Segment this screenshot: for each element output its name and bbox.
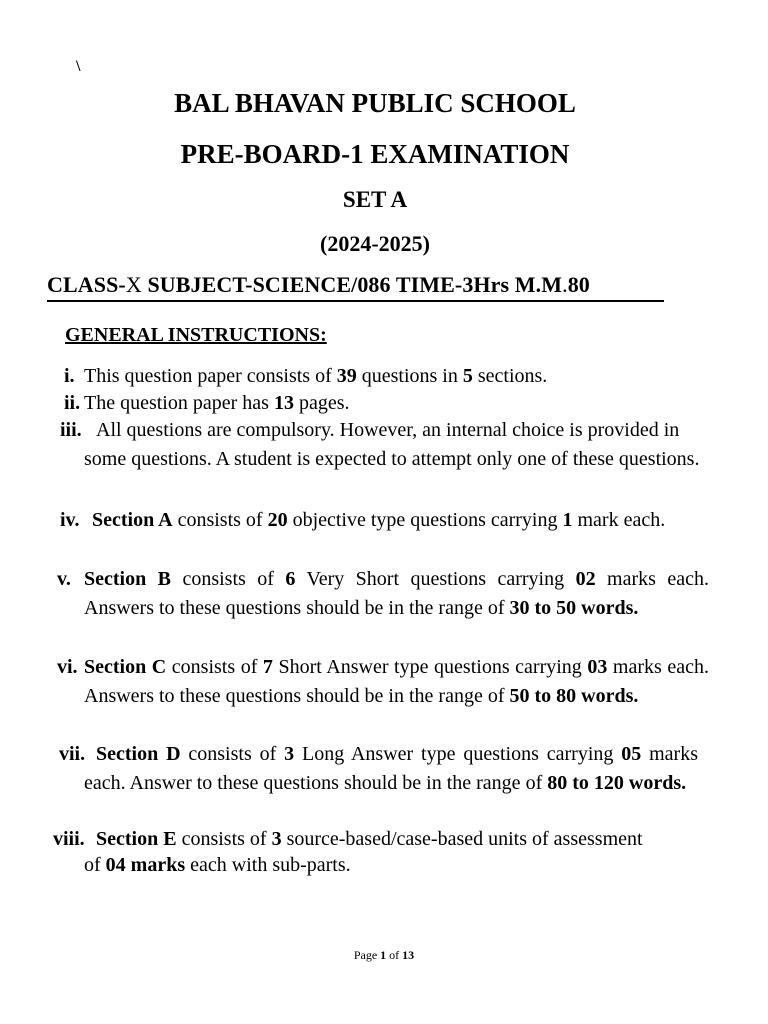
instruction-item — [0, 740, 768, 830]
instruction-number: v. — [57, 568, 71, 590]
dot: . — [562, 272, 568, 297]
instruction-text: All questions are compulsory. However, an internal choice is provided in some questions. A student is expected to attempt only one of these questions. — [84, 419, 700, 470]
bold-part: 30 to 50 words. — [509, 597, 639, 619]
instruction-text — [84, 362, 547, 391]
class-label: CLASS- — [47, 272, 126, 297]
of-word: of — [386, 948, 403, 962]
instruction-number: vii. — [59, 743, 86, 765]
bold-part: 3 — [271, 828, 282, 850]
instruction-text — [84, 653, 709, 711]
text-part: Long Answer type questions carrying — [294, 743, 622, 765]
text-part: questions in — [356, 365, 463, 387]
text-part: sections. — [472, 365, 548, 387]
bold-part: 20 — [267, 509, 288, 531]
text-part: consists of — [176, 828, 272, 850]
instruction-number: i. — [64, 365, 75, 387]
text-part: Very Short questions carrying — [295, 568, 576, 590]
instruction-number: vi. — [57, 656, 78, 678]
subject-time: SUBJECT-SCIENCE/086 TIME-3Hrs M.M — [141, 272, 563, 297]
stray-mark: \ — [76, 58, 81, 75]
instruction-number: iii. — [60, 419, 82, 441]
instruction-item — [0, 565, 768, 655]
text-part: Short Answer type questions carrying — [272, 656, 588, 678]
school-name: BAL BHAVAN PUBLIC SCHOOL — [174, 88, 576, 118]
bold-part: Section D — [96, 743, 181, 765]
page-word: Page — [353, 948, 381, 962]
text-part: consists of — [166, 656, 263, 678]
bold-part: 7 — [262, 656, 273, 678]
bold-part: 3 — [284, 743, 295, 765]
instruction-item — [0, 362, 768, 391]
bold-part: 1 — [562, 509, 573, 531]
bold-part: Section C — [84, 656, 167, 678]
page-total: 13 — [402, 948, 415, 962]
set-label: SET A — [342, 187, 408, 212]
text-part: This question paper consists of — [84, 365, 337, 387]
instruction-item — [0, 389, 768, 418]
bold-part: Section E — [96, 828, 177, 850]
instruction-item — [0, 416, 768, 506]
text-part: marks each. Answers to these questions should be in the range of — [84, 568, 709, 619]
bold-part: 50 to 80 words. — [509, 685, 639, 707]
bold-part: 02 — [575, 568, 596, 590]
instruction-text — [92, 506, 712, 535]
text-part: pages. — [293, 392, 350, 414]
instruction-number: iv. — [60, 509, 80, 531]
bold-part: 13 — [273, 392, 294, 414]
instruction-text — [84, 389, 350, 418]
text-part: marks each. Answers to these questions should be in the range of — [84, 656, 709, 707]
bold-part: 39 — [336, 365, 357, 387]
text-part: consists of — [171, 568, 286, 590]
bold-part: 04 marks — [105, 854, 186, 876]
session-year: (2024-2025) — [320, 231, 430, 256]
text-part: mark each. — [572, 509, 666, 531]
instruction-item — [0, 506, 768, 566]
bold-part: 6 — [285, 568, 296, 590]
class-subject-line — [47, 272, 664, 302]
page-number: 1 — [380, 948, 387, 962]
bold-part: 03 — [587, 656, 608, 678]
instruction-item — [0, 826, 768, 886]
text-part: The question paper has — [84, 392, 274, 414]
bold-part: Section B — [84, 568, 172, 590]
text-part: consists of — [172, 509, 268, 531]
instruction-number: ii. — [64, 392, 81, 414]
bold-part: 05 — [621, 743, 642, 765]
bold-part: 5 — [462, 365, 473, 387]
text-part: objective type questions carrying — [287, 509, 563, 531]
text-part: source-based/case-based units of assessment of — [84, 828, 643, 876]
class-value: X — [125, 272, 142, 297]
instruction-text — [84, 826, 644, 878]
instruction-number: viii. — [53, 828, 85, 850]
max-marks: 80 — [567, 272, 590, 297]
text-part: marks each. Answer to these questions should be in the range of — [84, 743, 698, 794]
text-part: each with sub-parts. — [185, 854, 351, 876]
instruction-text — [84, 565, 709, 623]
bold-part: Section A — [92, 509, 173, 531]
page-footer — [0, 948, 768, 963]
instructions-heading: GENERAL INSTRUCTIONS: — [65, 324, 327, 346]
instruction-item — [0, 653, 768, 743]
instruction-text — [84, 740, 698, 798]
bold-part: 80 to 120 words. — [547, 772, 687, 794]
text-part: consists of — [180, 743, 285, 765]
exam-title: PRE-BOARD-1 EXAMINATION — [180, 139, 570, 169]
